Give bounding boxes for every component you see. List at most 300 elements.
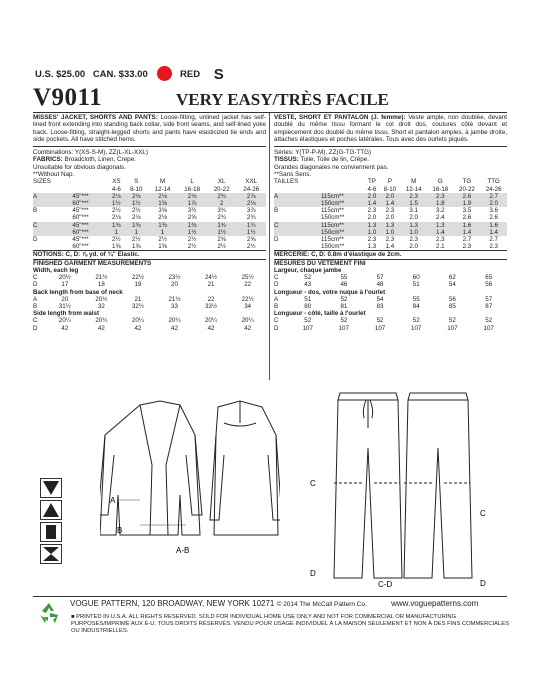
yardage-value: 2.0: [409, 214, 418, 222]
yardage-value: 2.6: [462, 192, 472, 200]
yardage-value: 1.5: [409, 199, 418, 207]
yardage-value: 1: [114, 228, 119, 236]
measure-value: 57: [485, 295, 493, 303]
measure-value: 52: [304, 317, 312, 325]
measure-value: 52: [304, 274, 312, 282]
size-name: XXL: [245, 178, 258, 186]
yardage-row: [274, 236, 507, 243]
yardage-value: 2.0: [367, 214, 377, 222]
yardage-value: 1⅝: [112, 243, 121, 251]
measure-value: 85: [448, 303, 456, 311]
view-letter: A: [274, 295, 279, 303]
fabric-width: 45"***: [72, 192, 89, 200]
measure-value: 65: [485, 274, 493, 282]
price-line: [35, 66, 229, 83]
measure-value: 21: [207, 281, 215, 289]
measure-value: 20¼: [241, 317, 254, 325]
fabric-width: 150cm**: [320, 228, 345, 236]
yardage-row: [274, 200, 507, 207]
measure-value: 52: [485, 317, 493, 325]
measure-value: 20: [61, 295, 69, 303]
fabric-width: 60"***: [72, 243, 89, 251]
size-code: S: [213, 66, 224, 83]
size-name: TG: [462, 178, 472, 186]
measure-value: 25½: [241, 274, 254, 282]
yardage-value: 1½: [187, 228, 197, 236]
yardage-value: 2.3: [409, 192, 418, 200]
yardage-value: 2.0: [489, 199, 498, 207]
view-letter: C: [33, 221, 38, 229]
size-number-row: [274, 186, 507, 193]
french-yardage-table: [274, 178, 507, 250]
yardage-value: 3.6: [489, 207, 498, 215]
yardage-value: 1⅜: [187, 221, 197, 229]
measure-value: 20¼: [131, 317, 144, 325]
pants-label-c: C: [310, 479, 316, 488]
measure-value: 20¼: [168, 317, 181, 325]
yardage-row: [33, 236, 266, 243]
yardage-value: 2½: [187, 236, 197, 243]
fabric-width: 150cm**: [320, 214, 345, 222]
table-cell: [315, 178, 364, 185]
yardage-value: 2.3: [436, 236, 445, 243]
measure-group-label: [274, 267, 507, 274]
size-name: M: [160, 178, 166, 186]
triangle-down-figure-icon: [40, 478, 62, 498]
column-divider: [269, 113, 270, 380]
yardage-value: 1½: [217, 228, 226, 236]
yardage-value: 1¾: [217, 221, 226, 229]
fabric-width: 115cm**: [320, 236, 344, 243]
measure-value: 54: [448, 281, 456, 289]
header-rule: [33, 112, 507, 113]
measure-row: [274, 325, 507, 332]
size-name-row: [274, 178, 507, 185]
english-title: MISSES' JACKET, SHORTS AND PANTS:: [33, 114, 158, 121]
measure-value: 32: [97, 303, 105, 311]
measure-row: [33, 325, 266, 332]
yardage-value: 3⅝: [158, 207, 167, 215]
measure-value: 18: [97, 281, 105, 289]
french-description: Veste ample, non doublée, devant doublé du même tissu formant le col droit dos, coutures côté devant et empiècement dos doublé du même tissu. Short et pantalon amples, à jambe droite, attaches élastiques et poches latérales. Tous avec des ourlets piqués.: [274, 114, 507, 143]
measure-value: 21½: [168, 295, 181, 303]
size-number: 8-10: [383, 185, 397, 193]
size-number: 20-22: [459, 185, 475, 193]
yardage-value: 1.4: [462, 228, 472, 236]
yardage-row: [274, 222, 507, 229]
measure-row: [274, 281, 507, 288]
fabric-width: 150cm**: [320, 199, 345, 207]
yardage-value: 2.1: [436, 243, 445, 251]
english-description: Loose-fitting, unlined jacket has self-lined front extending into standing back collar, side front seams, and self-lined yoke back. Loose-fitting, straight-legged shorts and pants have elasticized tie ends and side pockets. All have stitched hems.: [33, 114, 267, 143]
english-fabrics: FABRICS: Broadcloth, Linen, Crepe.: [33, 156, 136, 164]
english-intro: [33, 114, 266, 143]
yardage-value: 2.4: [436, 214, 445, 222]
measure-value: 17: [61, 281, 69, 289]
fabric-width: 45"***: [72, 207, 89, 215]
measure-value: 22: [244, 281, 252, 289]
measure-label: Longueur - côté, taille à l'ourlet: [274, 310, 366, 318]
measure-value: 24½: [204, 274, 218, 282]
measure-value: 62: [448, 274, 456, 282]
measure-value: 107: [338, 324, 350, 332]
measure-value: 32½: [131, 303, 144, 311]
measure-row: [33, 281, 266, 288]
yardage-value: 2.6: [462, 214, 472, 222]
view-letter: [274, 214, 315, 221]
size-number: 24-26: [485, 185, 502, 193]
measure-value: 51: [412, 281, 420, 289]
sizes-label: TAILLES: [274, 178, 299, 186]
yardage-row: [274, 214, 507, 221]
yardage-value: 2½: [112, 236, 121, 243]
view-letter: A: [33, 192, 38, 200]
yardage-value: 3.2: [436, 207, 445, 215]
measure-value: 84: [412, 303, 420, 311]
view-letter: C: [33, 317, 38, 325]
view-letter: C: [33, 274, 38, 282]
french-title: VESTE, SHORT ET PANTALON (J. femme):: [274, 114, 406, 121]
measure-value: 107: [411, 324, 422, 332]
yardage-value: 2.0: [385, 192, 395, 200]
measure-value: 57: [376, 274, 384, 282]
measure-value: 33: [171, 303, 178, 311]
yardage-value: 2.7: [489, 236, 498, 243]
english-notions: NOTIONS: C, D: ⅞ yd. of ¾" Elastic.: [33, 251, 140, 259]
size-name: L: [190, 178, 194, 186]
english-finished-title: FINISHED GARMENT MEASUREMENTS: [33, 259, 152, 267]
yardage-value: 1⅝: [158, 243, 167, 251]
yardage-row: [33, 243, 266, 250]
measure-value: 56: [485, 281, 493, 289]
pants-illustration: [300, 388, 500, 588]
measure-value: 52: [376, 317, 384, 325]
yardage-value: 3¾: [217, 207, 226, 215]
yardage-value: 2: [219, 199, 224, 207]
yardage-value: 1.6: [462, 221, 472, 229]
measure-row: [33, 317, 266, 324]
yardage-value: 2½: [131, 207, 141, 215]
yardage-value: 2⅝: [217, 236, 226, 243]
measure-value: 42: [97, 324, 105, 332]
measure-value: 42: [171, 324, 178, 332]
size-name: XL: [217, 178, 226, 186]
yardage-value: 2½: [217, 243, 226, 251]
size-name-row: [33, 178, 266, 185]
fabric-width: 60"***: [72, 214, 89, 222]
yardage-value: 1⅜: [158, 221, 167, 229]
us-price: U.S. $25.00: [35, 69, 86, 81]
view-letter: D: [274, 324, 279, 332]
size-name: S: [134, 178, 139, 186]
french-nap-note: **Sans Sens.: [274, 171, 312, 179]
yardage-value: 2.3: [436, 192, 445, 200]
yardage-value: 3½: [187, 207, 197, 215]
view-letter: [33, 243, 66, 250]
yardage-value: 2⅛: [131, 214, 141, 222]
yardage-value: 2½: [158, 236, 167, 243]
view-letter: [33, 229, 66, 236]
measure-group-label: [33, 310, 266, 317]
table-cell: [274, 186, 315, 193]
pattern-number: V9011: [33, 84, 103, 111]
measure-value: 22½: [241, 295, 254, 303]
yardage-value: 1.0: [367, 228, 377, 236]
yardage-value: 1: [134, 228, 138, 236]
view-letter: [33, 214, 66, 221]
yardage-value: 1.4: [489, 228, 498, 236]
yardage-value: 1.3: [385, 221, 395, 229]
yardage-value: 2.7: [462, 236, 472, 243]
view-letter: C: [274, 317, 279, 325]
measure-row: [274, 296, 507, 303]
fabric-width: 60"***: [72, 199, 89, 207]
measure-value: 19: [134, 281, 142, 289]
measure-row: [274, 274, 507, 281]
measure-value: 31½: [58, 303, 71, 311]
yardage-value: 1: [160, 228, 165, 236]
recycle-icon: [36, 601, 62, 627]
size-name: M: [411, 178, 417, 186]
view-letter: [274, 243, 315, 250]
view-letter: B: [274, 303, 279, 311]
yardage-value: 2.3: [489, 243, 498, 251]
size-name: XS: [112, 178, 121, 186]
measure-value: 52: [340, 295, 348, 303]
pants-label-d: D: [310, 569, 316, 578]
yardage-value: 2⅞: [246, 192, 256, 200]
measure-value: 56: [448, 295, 456, 303]
yardage-value: 2.3: [409, 236, 418, 243]
french-combinations: Séries: Y(TP-P-M), ZZ(G-TG-TTG): [274, 149, 372, 157]
yardage-value: 3.5: [462, 207, 472, 215]
yardage-value: 1.3: [436, 221, 445, 229]
size-number: 24-26: [243, 185, 260, 193]
pants-label-c-right: C: [480, 509, 486, 518]
size-name: TP: [367, 178, 376, 186]
view-letter: B: [33, 303, 38, 311]
measure-value: 55: [412, 295, 420, 303]
yardage-value: 1½: [246, 228, 256, 236]
table-cell: [66, 178, 108, 185]
triangle-up-figure-icon: [40, 500, 62, 520]
measure-value: 42: [244, 324, 252, 332]
measure-value: 42: [207, 324, 215, 332]
yardage-value: 2⅛: [246, 199, 256, 207]
can-price: CAN. $33.00: [92, 69, 148, 81]
measure-row: [33, 303, 266, 310]
measure-value: 42: [61, 324, 69, 332]
yardage-value: 2½: [112, 207, 121, 215]
yardage-row: [274, 207, 507, 214]
yardage-row: [33, 229, 266, 236]
measure-label: Side length from waist: [33, 310, 100, 318]
jacket-label-ab: A-B: [176, 546, 190, 555]
view-letter: A: [274, 192, 279, 200]
view-letter: [274, 229, 315, 236]
measure-value: 20¼: [95, 317, 108, 325]
measure-group-label: [33, 289, 266, 296]
yardage-row: [33, 214, 266, 221]
yardage-row: [33, 193, 266, 200]
yardage-row: [274, 193, 507, 200]
yardage-value: 1.8: [436, 199, 445, 207]
yardage-value: 2.0: [385, 214, 395, 222]
fabric-width: 115cm**: [320, 192, 344, 200]
measure-value: 22: [207, 295, 215, 303]
view-letter: C: [274, 274, 279, 282]
measure-label: Longueur - dos, votre nuque à l'ourlet: [274, 288, 386, 296]
hourglass-figure-icon: [40, 544, 62, 564]
view-letter: C: [274, 221, 279, 229]
jacket-illustration: [100, 395, 280, 595]
measure-value: 20¼: [58, 317, 71, 325]
measure-value: 21: [134, 295, 142, 303]
measure-value: 83: [376, 303, 384, 311]
yardage-value: 2¾: [217, 214, 226, 222]
measure-value: 34: [244, 303, 252, 311]
view-letter: D: [33, 281, 38, 289]
yardage-value: 3.1: [409, 207, 418, 215]
french-column: [274, 114, 507, 332]
jacket-label-a: A: [110, 496, 116, 505]
french-fabrics: TISSUS: Toile, Toile de lin, Crêpe.: [274, 156, 369, 164]
measure-label: Back length from base of neck: [33, 288, 123, 296]
yardage-value: 1½: [112, 199, 121, 207]
size-number: 12-14: [405, 185, 422, 193]
size-number-row: [33, 186, 266, 193]
yardage-value: 2⅛: [112, 192, 121, 200]
size-number: 16-18: [432, 185, 449, 193]
yardage-value: 1⅝: [131, 243, 141, 251]
table-cell: [33, 186, 66, 193]
measure-value: 107: [483, 324, 494, 332]
size-number: 16-18: [184, 185, 201, 193]
yardage-value: 1.3: [367, 243, 377, 251]
yardage-value: 1⅝: [158, 199, 167, 207]
size-name: TTG: [487, 178, 500, 186]
yardage-row: [33, 207, 266, 214]
yardage-value: 1.4: [385, 243, 395, 251]
view-letter: A: [33, 295, 38, 303]
yardage-value: 1.4: [367, 199, 377, 207]
english-nap-note: **Without Nap.: [33, 171, 75, 179]
yardage-value: 1⅞: [187, 199, 197, 207]
measure-row: [274, 303, 507, 310]
view-letter: B: [274, 207, 279, 215]
size-number: 4-6: [367, 185, 377, 193]
size-number: 12-14: [154, 185, 171, 193]
measure-row: [33, 296, 266, 303]
yardage-value: 1⅜: [131, 221, 141, 229]
website-link[interactable]: www.voguepatterns.com: [391, 599, 479, 608]
english-measure-table: [33, 267, 266, 332]
yardage-value: 3⅞: [246, 207, 256, 215]
measure-value: 60: [412, 274, 420, 282]
french-measure-table: [274, 267, 507, 332]
measure-value: 107: [374, 324, 386, 332]
measure-label: Width, each leg: [33, 267, 79, 274]
yardage-value: 2¾: [217, 192, 226, 200]
measure-value: 20½: [95, 295, 108, 303]
table-cell: [66, 186, 108, 193]
yardage-value: 2.3: [367, 236, 377, 243]
measure-value: 42: [134, 324, 142, 332]
yardage-value: 2½: [187, 243, 197, 251]
view-letter: [274, 200, 315, 207]
yardage-value: 2½: [131, 236, 141, 243]
yardage-value: 2.3: [367, 207, 377, 215]
yardage-value: 1.3: [367, 221, 377, 229]
measure-value: 20½: [58, 274, 71, 282]
measure-group-label: [274, 310, 507, 317]
view-letter: D: [274, 281, 279, 289]
fabric-width: 115cm**: [320, 221, 344, 229]
fabric-width: 45"***: [72, 221, 89, 229]
yardage-value: 1.6: [489, 221, 498, 229]
measure-value: 23½: [168, 274, 181, 282]
measure-value: 81: [340, 303, 348, 311]
measure-value: 48: [376, 281, 384, 289]
yardage-value: 2⅛: [131, 192, 141, 200]
measure-value: 52: [448, 317, 456, 325]
size-name: P: [387, 178, 392, 186]
color-label: RED: [180, 69, 201, 81]
yardage-value: 2.3: [385, 236, 395, 243]
yardage-value: 1.9: [462, 199, 472, 207]
measure-value: 33½: [204, 303, 218, 311]
measure-value: 43: [304, 281, 312, 289]
yardage-row: [274, 229, 507, 236]
measure-group-label: [274, 289, 507, 296]
measure-value: 21½: [95, 274, 108, 282]
view-letter: D: [33, 236, 38, 243]
yardage-value: 2⅛: [187, 192, 197, 200]
yardage-value: 2⅛: [158, 214, 167, 222]
french-finished-title: MESURES DU VETEMENT FINI: [274, 259, 366, 267]
yardage-value: 2.3: [462, 243, 472, 251]
yardage-value: 1.4: [436, 228, 445, 236]
view-letter: [33, 200, 66, 207]
measure-value: 107: [302, 324, 313, 332]
yardage-value: 2⅝: [246, 236, 256, 243]
view-letter: D: [33, 324, 38, 332]
yardage-value: 2¾: [246, 214, 256, 222]
yardage-value: 2½: [246, 243, 256, 251]
table-cell: [315, 186, 364, 193]
yardage-value: 1.3: [409, 221, 418, 229]
french-notions: MERCERIE: C, D: 0.8m d'élastique de 2cm.: [274, 251, 402, 259]
measure-row: [274, 317, 507, 324]
measure-value: 20¼: [204, 317, 218, 325]
measure-value: 55: [340, 274, 348, 282]
yardage-value: 2⅛: [158, 192, 167, 200]
measure-value: 107: [447, 324, 458, 332]
yardage-value: 1.0: [409, 228, 418, 236]
yardage-value: 2.0: [367, 192, 377, 200]
measure-value: 46: [340, 281, 348, 289]
footer-publisher-line: [70, 599, 478, 608]
footer-printed-notice: ■ PRINTED IN U.S.A. ALL RIGHTS RESERVED. SOLD FOR INDIVIDUAL HOME USE ONLY AND NOT FOR COMMERCIAL OR MANUFACTURING PURPOSES/IMPRIMÉ AUX É-U. TOUS DROITS RÉSERVÉS. VENDU POUR USAGE INDIVIDUEL À LA MAISON SEULEMENT ET NON À DES FINS COMMERCIALES OU INDUSTRIELLES.: [71, 614, 509, 635]
size-number: 8-10: [130, 185, 143, 193]
english-combinations: Combinations: Y(XS-S-M), ZZ(L-XL-XXL): [33, 149, 149, 157]
measure-value: 54: [376, 295, 384, 303]
measure-value: 87: [485, 303, 493, 311]
yardage-value: 1¾: [246, 221, 256, 229]
yardage-value: 1½: [131, 199, 141, 207]
view-letter: D: [274, 236, 279, 243]
size-number: 4-6: [111, 185, 121, 193]
